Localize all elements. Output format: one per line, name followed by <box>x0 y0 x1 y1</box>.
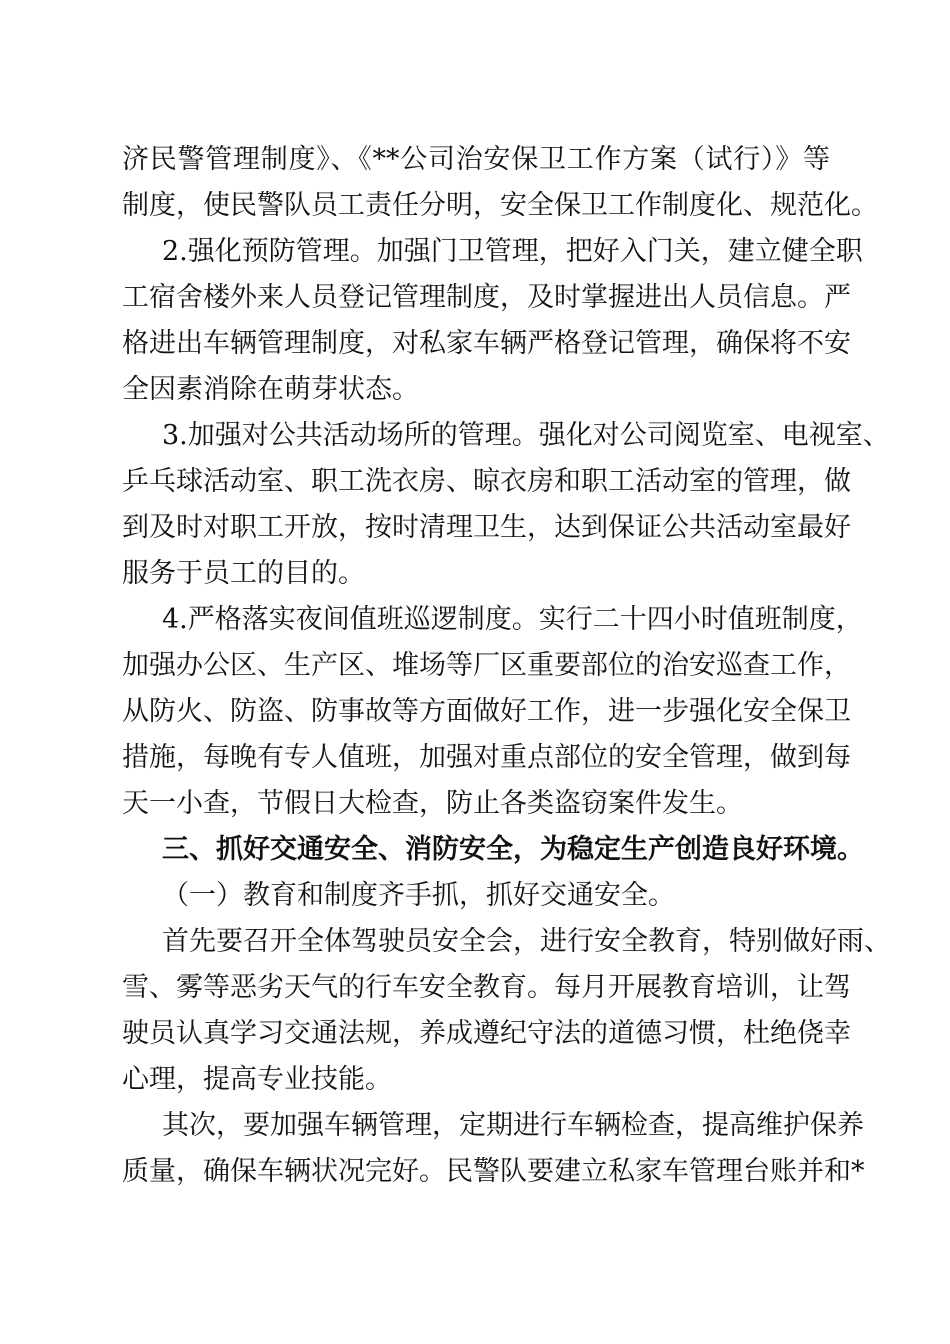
text-line: 质量，确保车辆状况完好。民警队要建立私家车管理台账并和* <box>122 1156 865 1187</box>
text-line: 工宿舍楼外来人员登记管理制度，及时掌握进出人员信息。严 <box>122 282 851 313</box>
text-line: 措施，每晚有专人值班，加强对重点部位的安全管理，做到每 <box>122 742 851 773</box>
text-line: 加强办公区、生产区、堆场等厂区重要部位的治安巡查工作， <box>122 650 851 681</box>
text-line: 首先要召开全体驾驶员安全会，进行安全教育，特别做好雨、 <box>162 926 891 957</box>
text-line: 到及时对职工开放，按时清理卫生，达到保证公共活动室最好 <box>122 512 851 543</box>
text-line: 4.严格落实夜间值班巡逻制度。实行二十四小时值班制度， <box>162 604 863 635</box>
text-line: 3.加强对公共活动场所的管理。强化对公司阅览室、电视室、 <box>162 420 890 451</box>
text-line: 其次，要加强车辆管理，定期进行车辆检查，提高维护保养 <box>162 1110 864 1141</box>
text-line: 2.强化预防管理。加强门卫管理，把好入门关，建立健全职 <box>162 236 863 267</box>
text-line: 格进出车辆管理制度，对私家车辆严格登记管理，确保将不安 <box>122 328 851 359</box>
subsection-heading: （一）教育和制度齐手抓，抓好交通安全。 <box>162 880 675 911</box>
section-heading: 三、抓好交通安全、消防安全，为稳定生产创造良好环境。 <box>162 834 864 865</box>
text-line: 从防火、防盗、防事故等方面做好工作，进一步强化安全保卫 <box>122 696 851 727</box>
text-line: 济民警管理制度》、《**公司治安保卫工作方案（试行）》等 <box>122 144 830 175</box>
text-line: 乒乓球活动室、职工洗衣房、晾衣房和职工活动室的管理，做 <box>122 466 851 497</box>
text-line: 服务于员工的目的。 <box>122 558 365 589</box>
text-line: 全因素消除在萌芽状态。 <box>122 374 419 405</box>
text-line: 天一小查，节假日大检查，防止各类盗窃案件发生。 <box>122 788 743 819</box>
text-line: 心理，提高专业技能。 <box>122 1064 392 1095</box>
text-line: 驶员认真学习交通法规，养成遵纪守法的道德习惯，杜绝侥幸 <box>122 1018 851 1049</box>
text-line: 雪、雾等恶劣天气的行车安全教育。每月开展教育培训，让驾 <box>122 972 851 1003</box>
text-line: 制度，使民警队员工责任分明，安全保卫工作制度化、规范化。 <box>122 190 878 221</box>
